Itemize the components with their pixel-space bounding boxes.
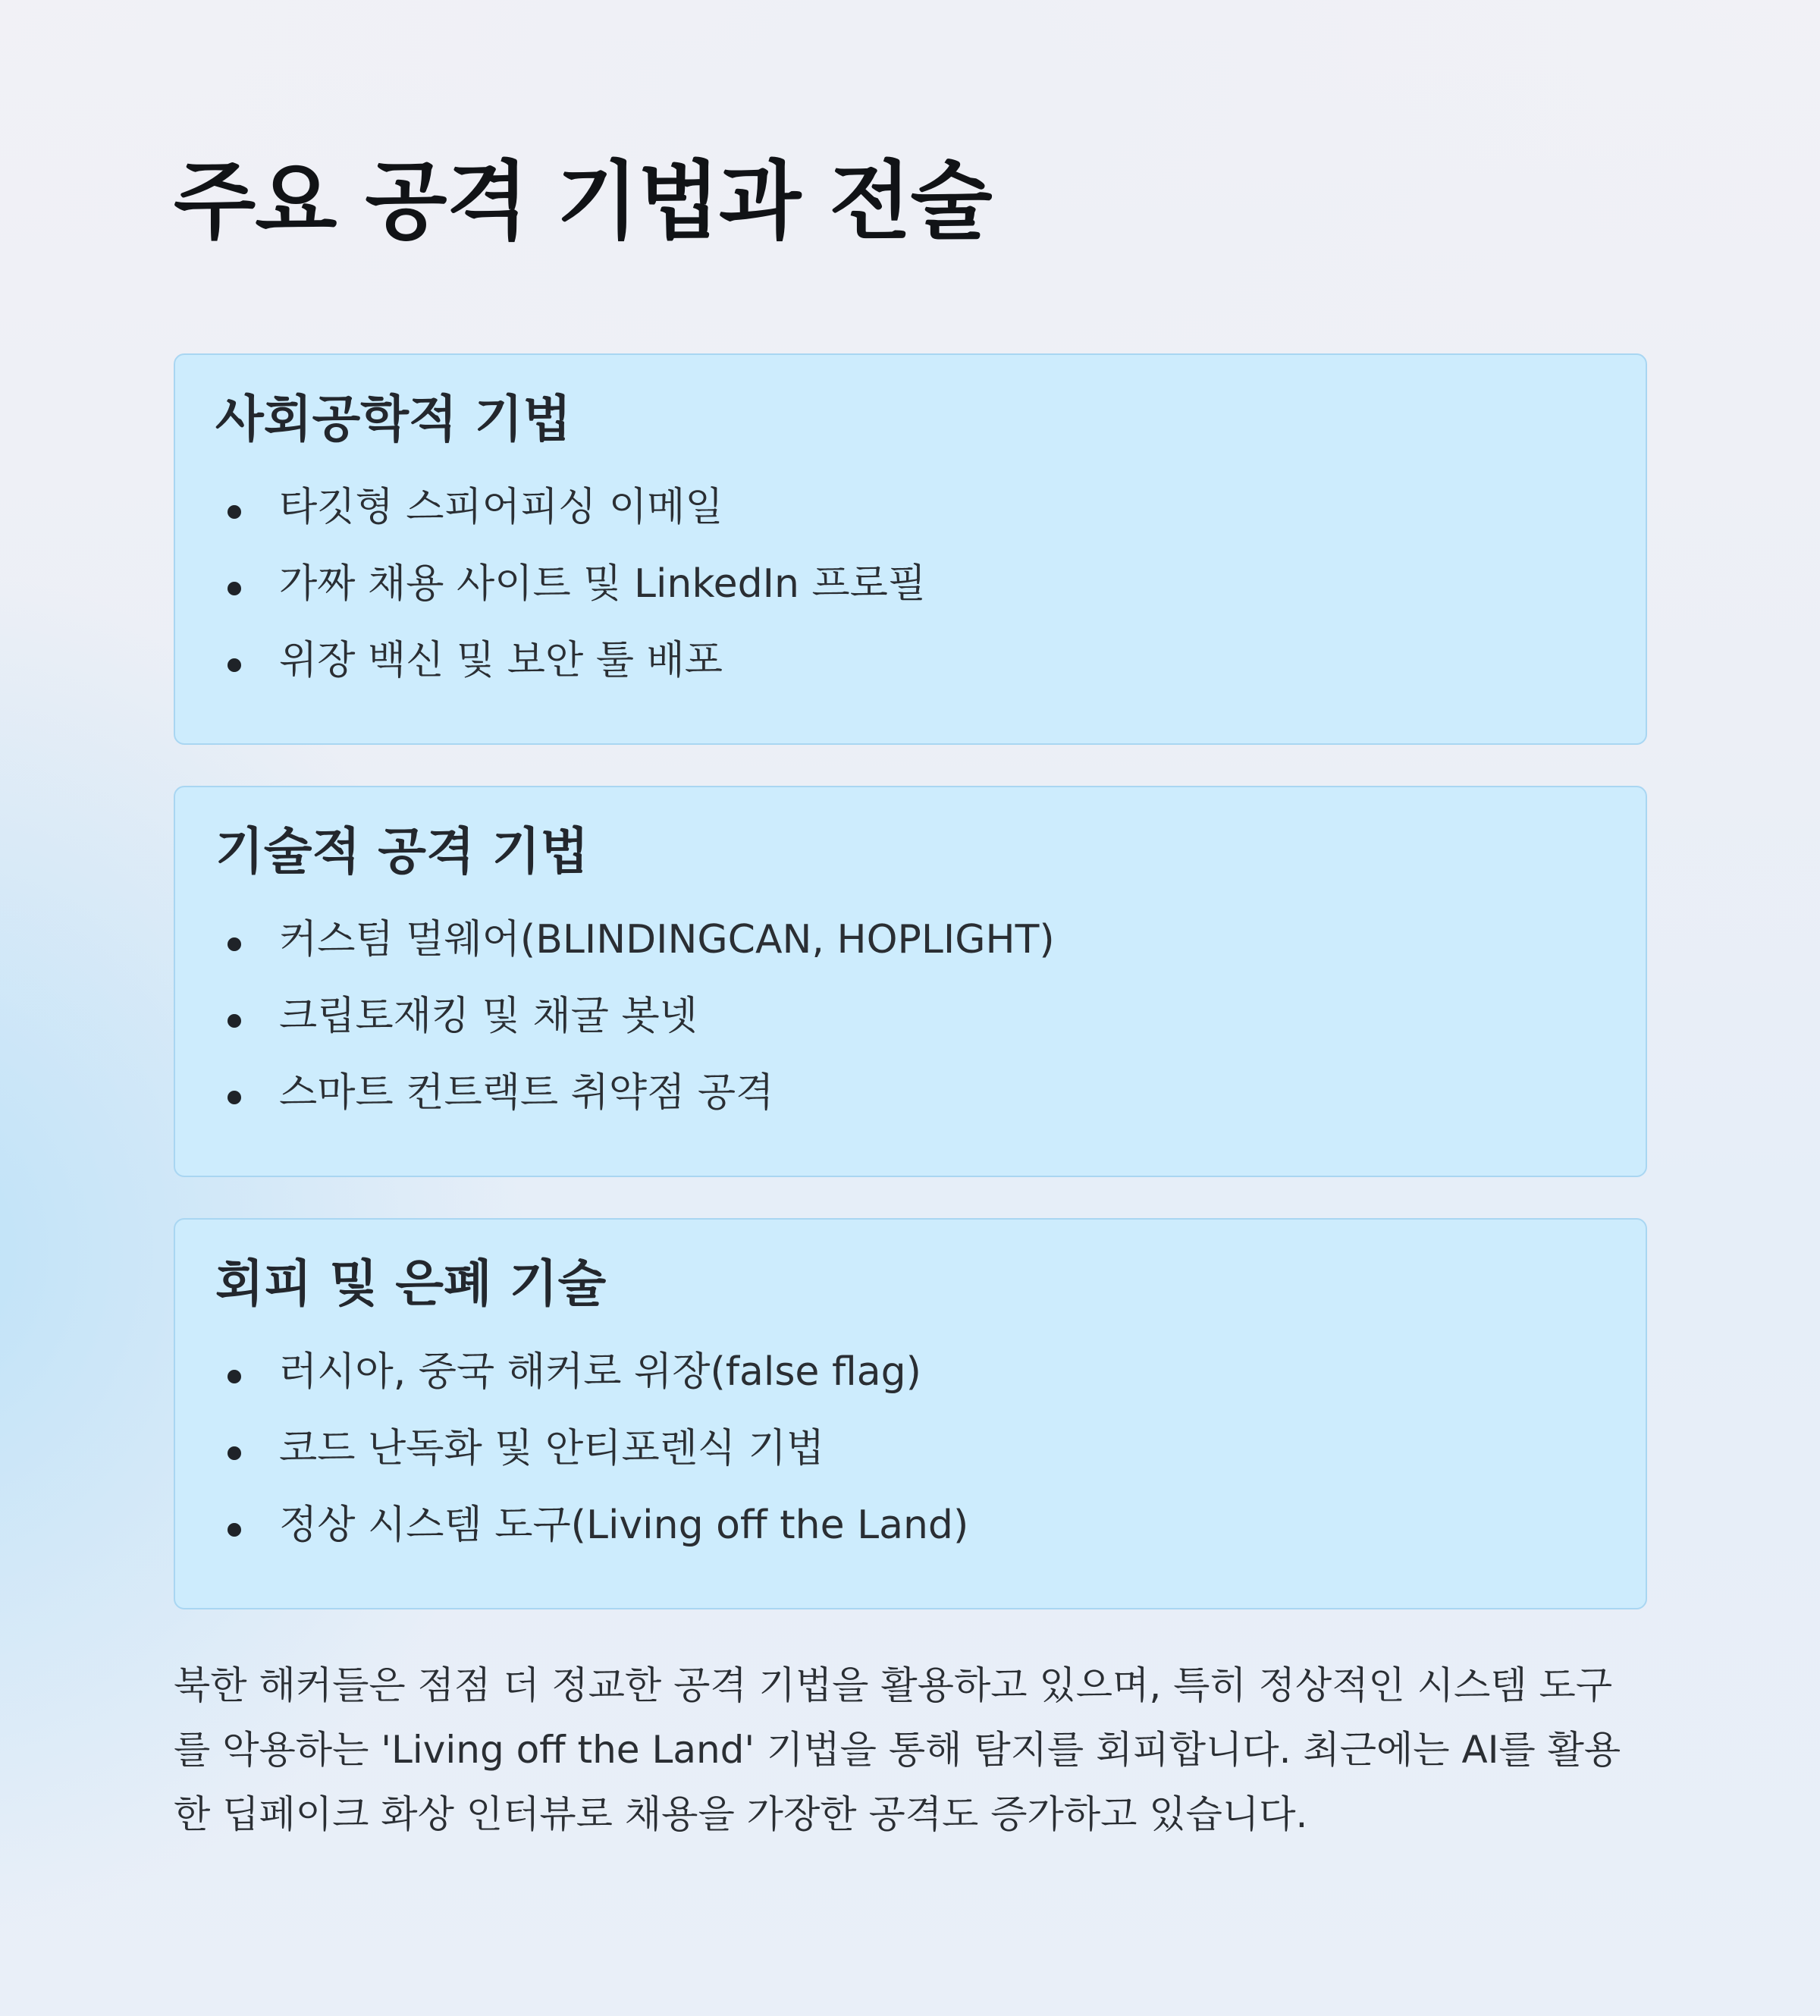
- list-item-text: 타깃형 스피어피싱 이메일: [279, 485, 723, 530]
- card-title: 회피 및 은폐 기술: [215, 1255, 607, 1313]
- bullet-icon: [228, 937, 241, 951]
- page-title: 주요 공격 기법과 전술: [174, 152, 992, 251]
- list-item-text: 크립토재킹 및 채굴 봇넷: [279, 994, 698, 1039]
- summary-paragraph: 북한 해커들은 점점 더 정교한 공격 기법을 활용하고 있으며, 특히 정상적인 시스템 도구를 악용하는 'Living off the Land' 기법을 통해 탐지를 회피합니다. 최근에는 AI를 활용한 딥페이크 화상 인터뷰로 채용을 가장한 공격도 증가하고 있습니다.: [174, 1663, 1621, 1836]
- list-item: [215, 1503, 1618, 1590]
- bullet-icon: [228, 1523, 241, 1537]
- bullet-list: [215, 917, 1618, 1157]
- list-item-text: 정상 시스템 도구(Living off the Land): [279, 1503, 969, 1548]
- list-item: [215, 1070, 1618, 1157]
- bullet-icon: [228, 505, 241, 519]
- bullet-icon: [228, 1446, 241, 1460]
- bullet-icon: [228, 582, 241, 595]
- list-item: [215, 1426, 1618, 1513]
- card-technical-attacks: [174, 786, 1647, 1177]
- card-social-engineering: [174, 353, 1647, 745]
- bullet-icon: [228, 1370, 241, 1383]
- card-evasion-techniques: [174, 1218, 1647, 1609]
- list-item-text: 러시아, 중국 해커로 위장(false flag): [279, 1349, 921, 1395]
- list-item: [215, 994, 1618, 1081]
- bullet-icon: [228, 1014, 241, 1028]
- bullet-icon: [228, 658, 241, 672]
- card-title: 사회공학적 기법: [215, 390, 572, 448]
- list-item-text: 스마트 컨트랙트 취약점 공격: [279, 1070, 774, 1116]
- list-item-text: 위장 백신 및 보안 툴 배포: [279, 638, 723, 683]
- list-item-text: 코드 난독화 및 안티포렌식 기법: [279, 1426, 825, 1471]
- list-item: [215, 638, 1618, 725]
- card-title: 기술적 공격 기법: [215, 822, 589, 881]
- list-item: [215, 485, 1618, 572]
- bullet-list: [215, 485, 1618, 725]
- list-item: [215, 561, 1618, 648]
- list-item: [215, 917, 1618, 1004]
- bullet-list: [215, 1349, 1618, 1590]
- list-item-text: 커스텀 멀웨어(BLINDINGCAN, HOPLIGHT): [279, 917, 1055, 962]
- bullet-icon: [228, 1091, 241, 1104]
- list-item-text: 가짜 채용 사이트 및 LinkedIn 프로필: [279, 561, 927, 607]
- list-item: [215, 1349, 1618, 1437]
